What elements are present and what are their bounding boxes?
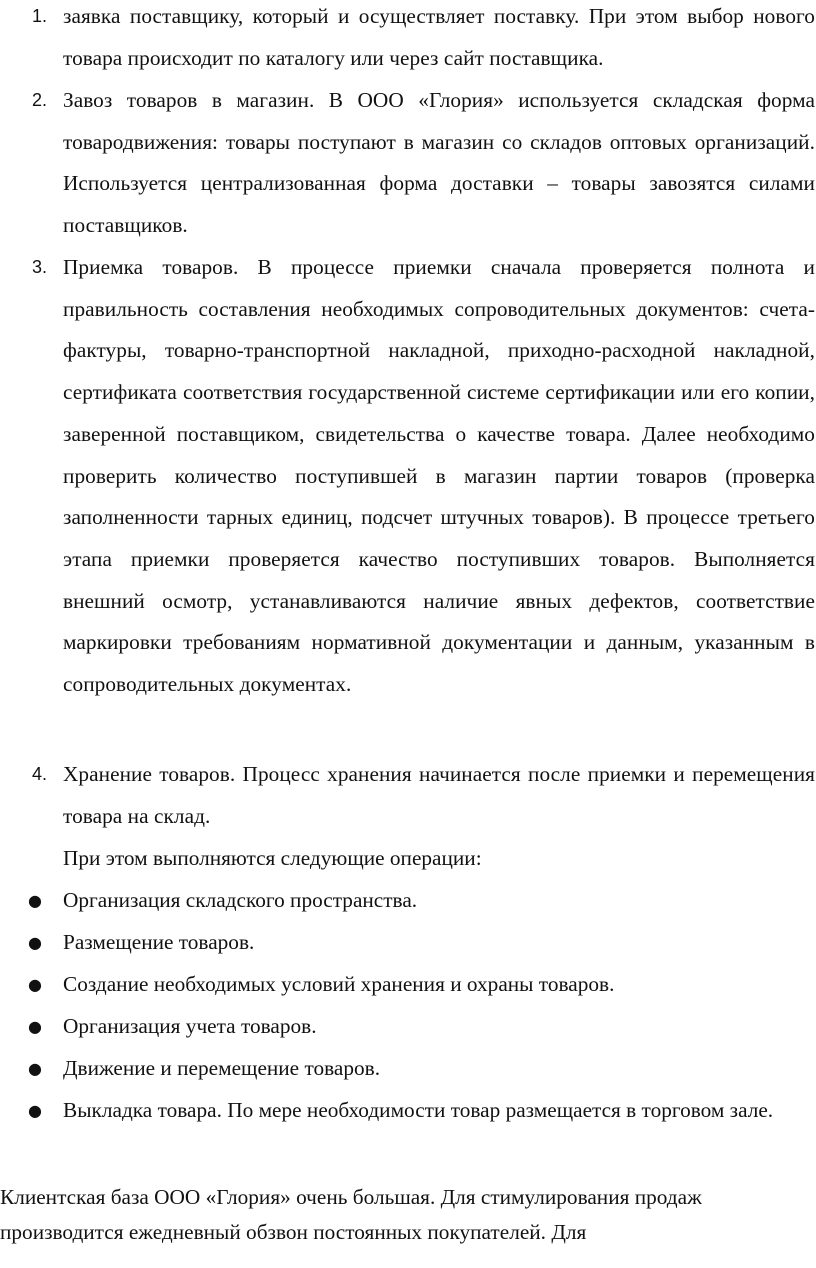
bullet-text: Организация складского пространства. [63, 888, 418, 912]
bullet-icon: ● [28, 1059, 42, 1078]
bullet-text: Движение и перемещение товаров. [63, 1056, 381, 1080]
list-item-text: заявка поставщику, который и осуществляет поставку. При этом выбор нового товара происходит по каталогу или через сайт поставщика. [63, 4, 815, 70]
list-number: 1. [32, 6, 48, 26]
bullet-icon: ● [28, 1017, 42, 1036]
bullet-text: Выкладка товара. По мере необходимости товар размещается в торговом зале. [63, 1098, 774, 1122]
bullet-icon: ● [28, 891, 42, 910]
bullet-text: Создание необходимых условий хранения и охраны товаров. [63, 972, 615, 996]
bullet-icon: ● [28, 1101, 42, 1120]
bullet-text: Размещение товаров. [63, 930, 255, 954]
operations-intro: При этом выполняются следующие операции: [63, 846, 482, 870]
list-item-text: Приемка товаров. В процессе приемки сначала проверяется полнота и правильность составления необходимых сопроводительных документов: счета-фактуры, товарно-транспортной накладной, приходно-расходной накладной, сертификата соответствия государственной системе сертификации или его копии, заверенной поставщиком, свидетельства о качестве товара. Далее необходимо проверить количество поступившей в магазин партии товаров (проверка заполненности тарных единиц, подсчет штучных товаров). В процессе третьего этапа приемки проверяется качество поступивших товаров. Выполняется внешний осмотр, устанавливаются наличие явных дефектов, соответствие маркировки требованиям нормативной документации и данным, указанным в сопроводительных документах. [63, 255, 815, 697]
closing-line-2: производится ежедневный обзвон постоянных покупателей. Для [0, 1220, 587, 1244]
list-item-text: Завоз товаров в магазин. В ООО «Глория» используется складская форма товародвижения: товары поступают в магазин со складов оптовых организаций. Используется централизованная форма доставки – товары завозятся силами поставщиков. [63, 88, 815, 238]
bullet-icon: ● [28, 975, 42, 994]
list-number: 2. [32, 90, 48, 110]
list-number: 4. [32, 764, 48, 784]
bullet-text: Организация учета товаров. [63, 1014, 317, 1038]
list-item-text: Хранение товаров. Процесс хранения начинается после приемки и перемещения товара на склад. [63, 762, 815, 828]
closing-line-1: Клиентская база ООО «Глория» очень большая. Для стимулирования продаж [0, 1185, 702, 1209]
list-number: 3. [32, 257, 48, 277]
bullet-icon: ● [28, 933, 42, 952]
